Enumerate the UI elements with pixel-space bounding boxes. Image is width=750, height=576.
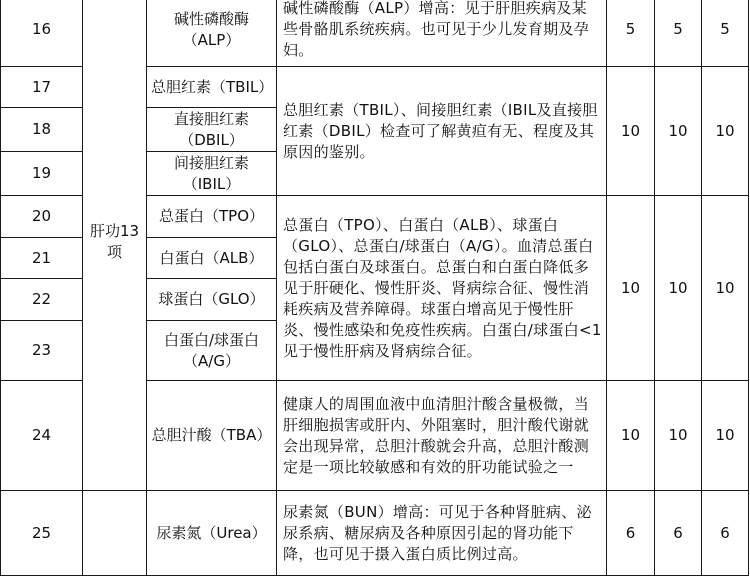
score-cell: 10 [607,67,655,196]
item-name: 总蛋白（TPO） [147,196,277,238]
item-name: 白蛋白/球蛋白（A/G） [147,321,277,381]
category-cell-empty [83,491,147,576]
table-row [1,0,749,67]
item-description: 尿素氮（BUN）增高：可见于各种肾脏病、泌尿系病、糖尿病及各种原因引起的肾功能下降，也可见于摄入蛋白质比例过高。 [277,491,607,576]
item-name: 直接胆红素（DBIL） [147,108,277,152]
row-number: 16 [1,0,83,67]
item-description: 健康人的周围血液中血清胆汁酸含量极微，当肝细胞损害或肝内、外阻塞时，胆汁酸代谢就会出现异常，总胆汁酸就会升高，总胆汁酸测定是一项比较敏感和有效的肝功能试验之一 [277,381,607,491]
category-cell: 肝功13项 [83,0,147,491]
score-cell: 10 [607,196,655,381]
protein-description: 总蛋白（TPO）、白蛋白（ALB）、球蛋白（GLO）、总蛋白/球蛋白（A/G）。血清总蛋白包括白蛋白及球蛋白。总蛋白和白蛋白降低多见于肝硬化、慢性肝炎、肾病综合征、慢性消耗疾病及营养障碍。球蛋白增高见于慢性肝炎、慢性感染和免疫性疾病。白蛋白/球蛋白<1见于慢性肝病及肾病综合征。 [277,196,607,381]
row-number: 20 [1,196,83,238]
row-number: 18 [1,108,83,152]
item-name: 白蛋白（ALB） [147,238,277,279]
row-number: 19 [1,152,83,196]
row-number: 22 [1,279,83,321]
item-name: 总胆红素（TBIL） [147,67,277,108]
score-cell: 10 [607,381,655,491]
row-number: 25 [1,491,83,576]
item-name: 总胆汁酸（TBA） [147,381,277,491]
item-name: 碱性磷酸酶（ALP） [147,0,277,67]
score-cell: 10 [655,67,702,196]
score-cell: 10 [655,381,702,491]
score-cell: 10 [655,196,702,381]
score-cell: 6 [655,491,702,576]
table-row [1,491,749,576]
score-cell: 10 [702,381,749,491]
row-number: 23 [1,321,83,381]
item-name: 间接胆红素（IBIL） [147,152,277,196]
score-cell: 6 [607,491,655,576]
score-cell: 5 [702,0,749,67]
row-number: 24 [1,381,83,491]
row-number: 17 [1,67,83,108]
item-description: 碱性磷酸酶（ALP）增高：见于肝胆疾病及某些骨骼肌系统疾病。也可见于少儿发育期及孕妇。 [277,0,607,67]
score-cell: 5 [607,0,655,67]
bilirubin-description: 总胆红素（TBIL）、间接胆红素（IBIL及直接胆红素（DBIL）检查可了解黄疸有无、程度及其原因的鉴别。 [277,67,607,196]
score-cell: 10 [702,67,749,196]
score-cell: 5 [655,0,702,67]
score-cell: 10 [702,196,749,381]
score-cell: 6 [702,491,749,576]
item-name: 球蛋白（GLO） [147,279,277,321]
item-name: 尿素氮（Urea） [147,491,277,576]
row-number: 21 [1,238,83,279]
